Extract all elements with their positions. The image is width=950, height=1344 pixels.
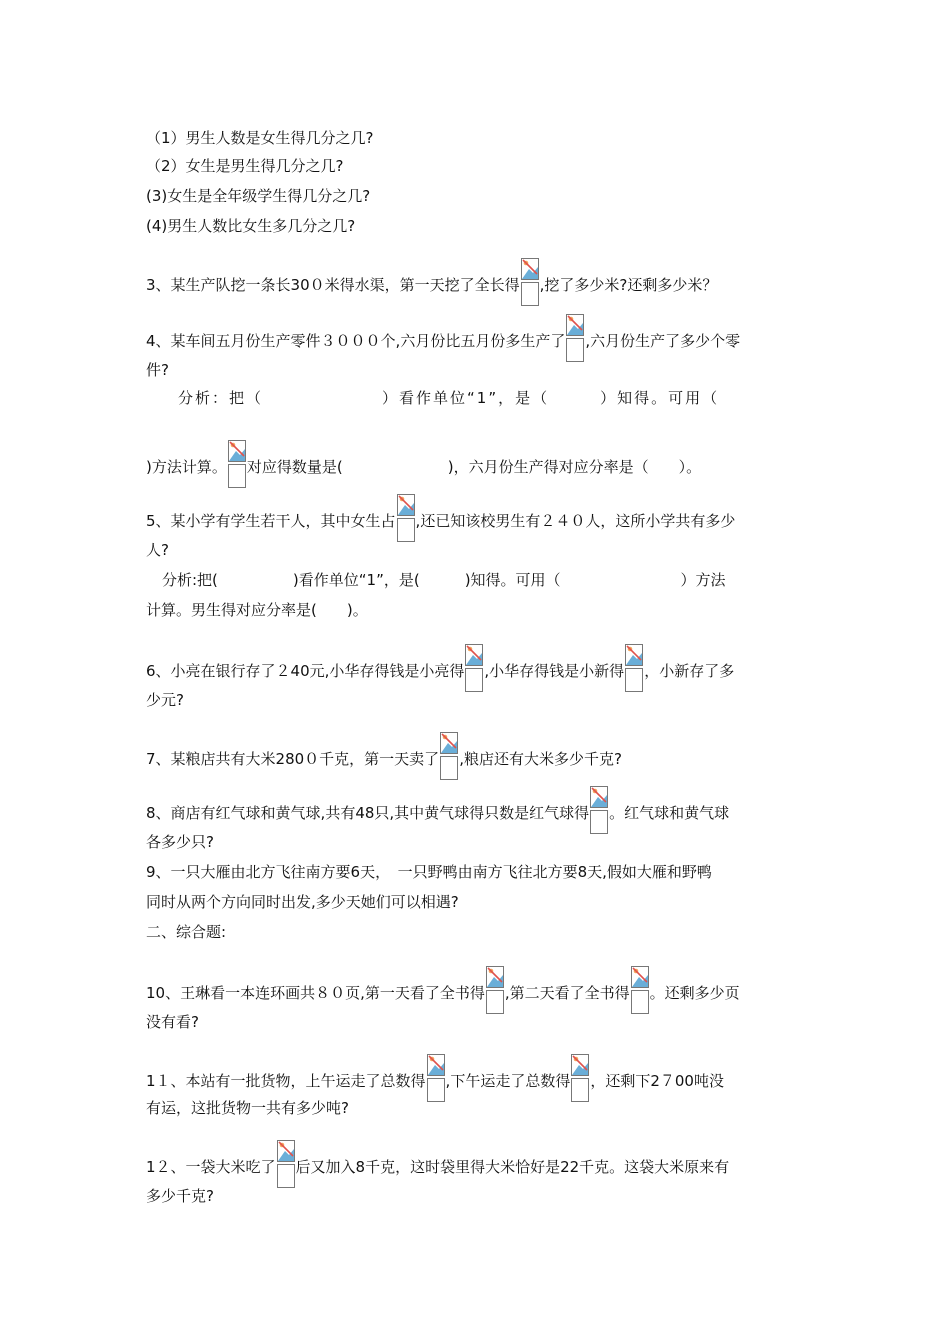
fraction-icon — [440, 732, 458, 780]
question-9-line-2: 同时从两个方向同时出发,多少天她们可以相遇? — [146, 893, 459, 911]
question-4-analysis-2: )方法计算。 对应得数量是( )，六月份生产得对应分率是（ ）。 — [146, 440, 701, 488]
question-4-analysis-1: 分析：把（ ）看作单位“1”，是（ ）知得。可用（ — [178, 389, 720, 407]
question-11-cont: 有运，这批货物一共有多少吨? — [146, 1099, 349, 1117]
question-11: 1１、本站有一批货物，上午运走了总数得 ,下午运走了总数得 ，还剩下2７00吨没 — [146, 1054, 724, 1102]
question-1-2: （2）女生是男生得几分之几? — [146, 157, 344, 175]
question-4-cont: 件? — [146, 361, 169, 379]
fraction-icon — [397, 494, 415, 542]
fraction-icon — [228, 440, 246, 488]
question-1-3: (3)女生是全年级学生得几分之几? — [146, 187, 371, 205]
question-4: 4、某车间五月份生产零件３０００个,六月份比五月份多生产了 ,六月份生产了多少个零 — [146, 314, 740, 362]
fraction-icon — [521, 258, 539, 306]
question-6: 6、小亮在银行存了２40元,小华存得钱是小亮得 ,小华存得钱是小新得 ，小新存了多 — [146, 644, 734, 692]
question-12-cont: 多少千克? — [146, 1187, 214, 1205]
fraction-icon — [566, 314, 584, 362]
fraction-icon — [465, 644, 483, 692]
question-1-1: （1）男生人数是女生得几分之几? — [146, 129, 374, 147]
question-5-analysis-2: 计算。男生得对应分率是( )。 — [146, 601, 368, 619]
question-6-cont: 少元? — [146, 691, 184, 709]
question-10: 10、王琳看一本连环画共８０页,第一天看了全书得 ,第二天看了全书得 。还剩多少页 — [146, 966, 740, 1014]
question-12: 1２、一袋大米吃了 后又加入8千克，这时袋里得大米恰好是22千克。这袋大米原来有 — [146, 1140, 729, 1188]
fraction-icon — [486, 966, 504, 1014]
question-1-4: (4)男生人数比女生多几分之几? — [146, 217, 356, 235]
question-5-analysis-1: 分析:把( )看作单位“1”，是( )知得。可用（ ）方法 — [162, 571, 726, 589]
question-8-cont: 各多少只? — [146, 833, 214, 851]
section-2-heading: 二、综合题: — [146, 923, 227, 941]
fraction-icon — [625, 644, 643, 692]
question-9-line-1: 9、一只大雁由北方飞往南方要6天， 一只野鸭由南方飞往北方要8天,假如大雁和野鸭 — [146, 863, 712, 881]
fraction-icon — [427, 1054, 445, 1102]
fraction-icon — [277, 1140, 295, 1188]
question-3: 3、某生产队挖一条长30０米得水渠，第一天挖了全长得 ,挖了多少米?还剩多少米？ — [146, 258, 717, 306]
question-5-cont: 人? — [146, 541, 169, 559]
question-8: 8、商店有红气球和黄气球,共有48只,其中黄气球得只数是红气球得 。红气球和黄气球 — [146, 786, 729, 834]
question-7: 7、某粮店共有大米280０千克，第一天卖了 ,粮店还有大米多少千克? — [146, 732, 622, 780]
fraction-icon — [571, 1054, 589, 1102]
question-10-cont: 没有看? — [146, 1013, 199, 1031]
fraction-icon — [631, 966, 649, 1014]
question-5: 5、某小学有学生若干人，其中女生占 ,还已知该校男生有２４０人，这所小学共有多少 — [146, 494, 735, 542]
fraction-icon — [590, 786, 608, 834]
